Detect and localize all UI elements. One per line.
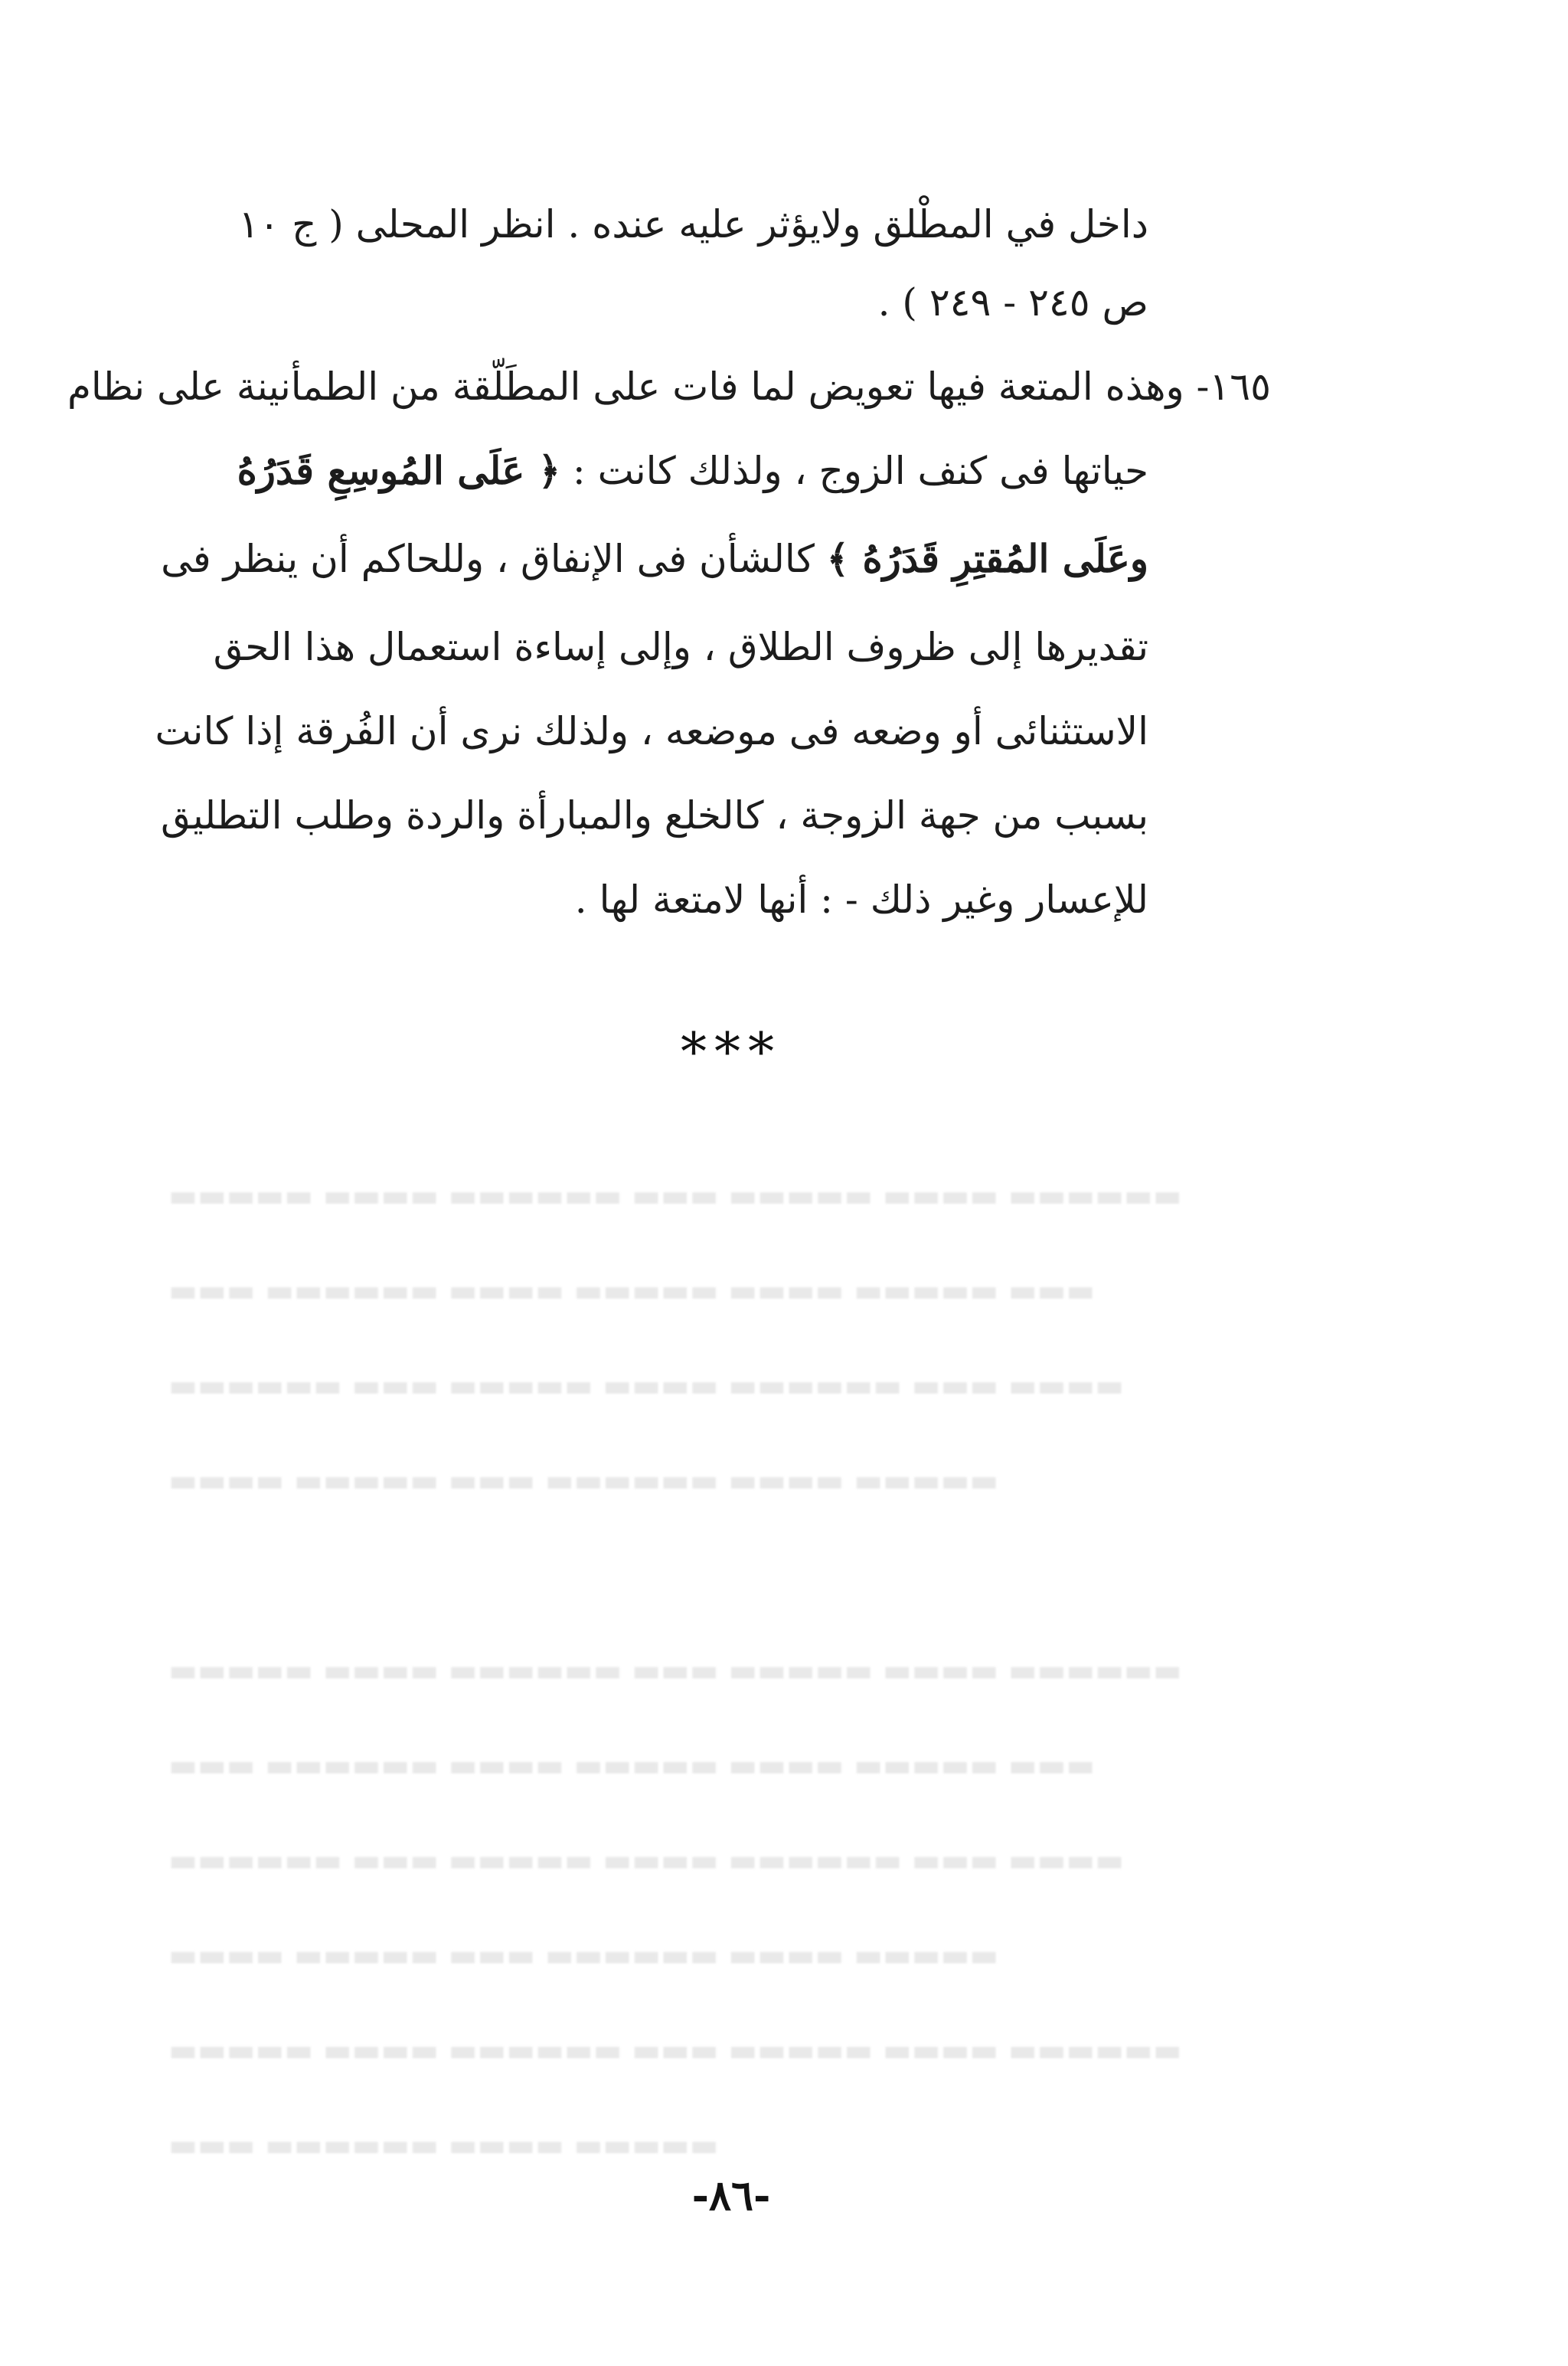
paragraph-line-3: [161, 536, 1148, 581]
paragraph-line-7: للإعسار وغير ذلك - : أنها لامتعة لها .: [574, 877, 1148, 922]
quran-verse-part-1: ﴿ عَلَى المُوسِعِ قَدَرُهُ: [237, 448, 561, 493]
paragraph-line-6: بسبب من جهة الزوجة ، كالخلع والمبارأة والردة وطلب التطليق: [161, 793, 1148, 838]
section-separator: ***: [681, 1022, 782, 1083]
note-line-1: داخل في المطْلق ولايؤثر عليه عنده . انظر المحلى ( ج ١٠: [238, 202, 1148, 247]
note-block: [0, 202, 1148, 358]
paragraph-body: [0, 448, 1148, 988]
paragraph-line-4: تقديرها إلى ظروف الطلاق ، وإلى إساءة استعمال هذا الحق: [213, 625, 1148, 669]
note-line-2: ص ٢٤٥ - ٢٤٩ ) .: [877, 280, 1148, 325]
paragraph-line-3-text: كالشأن فى الإنفاق ، وللحاكم أن ينظر فى: [161, 537, 827, 581]
paragraph-line-1: [67, 364, 1271, 409]
paragraph-number: ١٦٥: [1209, 364, 1271, 409]
paragraph-line-2: [237, 448, 1148, 493]
paragraph-line-2-text: حياتها فى كنف الزوج ، ولذلك كانت :: [560, 449, 1148, 493]
quran-verse-part-2: وعَلَى المُقتِرِ قَدَرُهُ ﴾: [826, 536, 1148, 581]
page-number: -٨٦-: [691, 2171, 771, 2220]
paragraph-line-1-text: - وهذه المتعة فيها تعويض لما فات على المطَلّقة من الطمأنينة على نظام: [67, 364, 1210, 409]
bleed-through-texture: ▬▬▬▬▬ ▬▬▬▬ ▬▬▬▬▬▬ ▬▬▬ ▬▬▬▬▬ ▬▬▬▬ ▬▬▬▬▬▬ ▬▬▬ ▬▬▬▬▬▬ ▬▬▬▬ ▬▬▬▬▬ ▬▬▬▬ ▬▬▬▬▬ ▬▬▬ ▬▬▬▬▬▬ ▬▬▬ ▬▬▬▬▬ ▬▬▬▬ ▬▬▬▬▬▬ ▬▬▬ ▬▬▬▬ ▬▬▬▬ ▬▬▬▬▬ ▬▬▬ ▬▬▬▬▬▬ ▬▬▬▬ ▬▬▬▬▬ ▬▬▬▬▬ ▬▬▬▬ ▬▬▬▬▬▬ ▬▬▬ ▬▬▬▬▬ ▬▬▬▬ ▬▬▬▬▬▬ ▬▬▬ ▬▬▬▬▬▬ ▬▬▬▬ ▬▬▬▬▬ ▬▬▬▬ ▬▬▬▬▬ ▬▬▬ ▬▬▬▬▬▬ ▬▬▬ ▬▬▬▬▬ ▬▬▬▬ ▬▬▬▬▬▬ ▬▬▬ ▬▬▬▬ ▬▬▬▬ ▬▬▬▬▬ ▬▬▬ ▬▬▬▬▬▬ ▬▬▬▬ ▬▬▬▬▬ ▬▬▬▬▬ ▬▬▬▬ ▬▬▬▬▬▬ ▬▬▬ ▬▬▬▬▬ ▬▬▬▬ ▬▬▬▬▬▬ ▬▬▬ ▬▬▬▬▬▬ ▬▬▬▬ ▬▬▬▬▬: [168, 1178, 1182, 2163]
paragraph-line-5: الاستثنائى أو وضعه فى موضعه ، ولذلك نرى أن الفُرقة إذا كانت: [155, 709, 1148, 753]
